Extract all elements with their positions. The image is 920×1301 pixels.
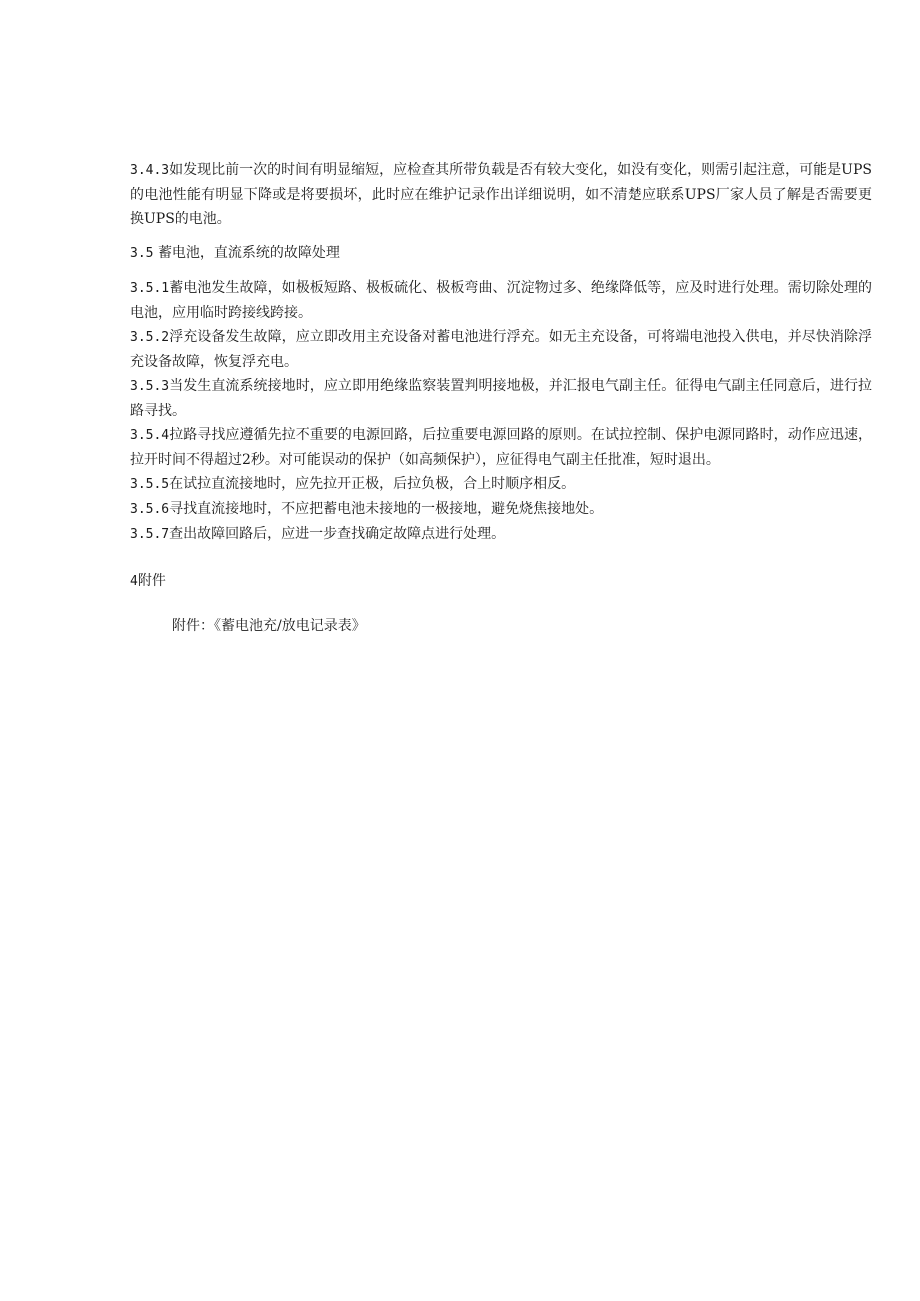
paragraph-3-5-3 <box>130 374 872 423</box>
clause-number: 3.5.1 <box>130 281 170 296</box>
attachment-reference: 附件：《蓄电池充/放电记录表》 <box>172 618 366 634</box>
paragraph-3-5-1 <box>130 276 872 325</box>
clause-text: 查出故障回路后，应进一步查找确定故障点进行处理。 <box>169 526 506 542</box>
paragraph-3-5-2 <box>130 325 872 374</box>
paragraph-3-5-5 <box>130 472 872 497</box>
section-number: 3.5 <box>130 246 154 261</box>
document-page <box>130 158 872 638</box>
clause-number: 3.5.4 <box>130 428 170 443</box>
paragraph-3-5-4 <box>130 423 872 472</box>
section-number: 4 <box>130 574 138 589</box>
clause-number: 3.5.3 <box>130 379 170 394</box>
section-title: 蓄电池，直流系统的故障处理 <box>157 245 340 261</box>
clause-text: 浮充设备发生故障，应立即改用主充设备对蓄电池进行浮充。如无主充设备，可将端电池投入供电，并尽快消除浮充设备故障，恢复浮充电。 <box>130 329 872 370</box>
clause-text: 在试拉直流接地时，应先拉开正极，后拉负极，合上时顺序相反。 <box>169 476 576 492</box>
section-heading-4 <box>130 569 872 594</box>
clause-text: 寻找直流接地时，不应把蓄电池未接地的一极接地，避免烧焦接地处。 <box>169 501 604 517</box>
clause-text: 当发生直流系统接地时，应立即用绝缘监察装置判明接地极，并汇报电气副主任。征得电气副主任同意后，进行拉路寻找。 <box>130 378 872 419</box>
section-title: 附件 <box>137 573 166 589</box>
clause-number: 3.5.6 <box>130 502 170 517</box>
clause-number: 3.4.3 <box>130 163 170 178</box>
clause-number: 3.5.2 <box>130 330 170 345</box>
paragraph-3-5-7 <box>130 522 872 547</box>
clause-text: 蓄电池发生故障，如极板短路、极板硫化、极板弯曲、沉淀物过多、绝缘降低等，应及时进行处理。需切除处理的电池，应用临时跨接线跨接。 <box>130 280 872 321</box>
clause-number: 3.5.7 <box>130 527 170 542</box>
clause-text: 如发现比前一次的时间有明显缩短，应检查其所带负载是否有较大变化，如没有变化，则需引起注意，可能是UPS的电池性能有明显下降或是将要损坏，此时应在维护记录作出详细说明，如不清楚应联系UPS厂家人员了解是否需要更换UPS的电池。 <box>130 162 872 227</box>
paragraph-3-5-6 <box>130 497 872 522</box>
section-heading-3-5 <box>130 241 872 266</box>
clause-number: 3.5.5 <box>130 477 170 492</box>
paragraph-3-4-3 <box>130 158 872 231</box>
clause-text: 拉路寻找应遵循先拉不重要的电源回路，后拉重要电源回路的原则。在试拉控制、保护电源同路时，动作应迅速，拉开时间不得超过2秒。对可能误动的保护（如高频保护），应征得电气副主任批准，短时退出。 <box>130 427 872 468</box>
